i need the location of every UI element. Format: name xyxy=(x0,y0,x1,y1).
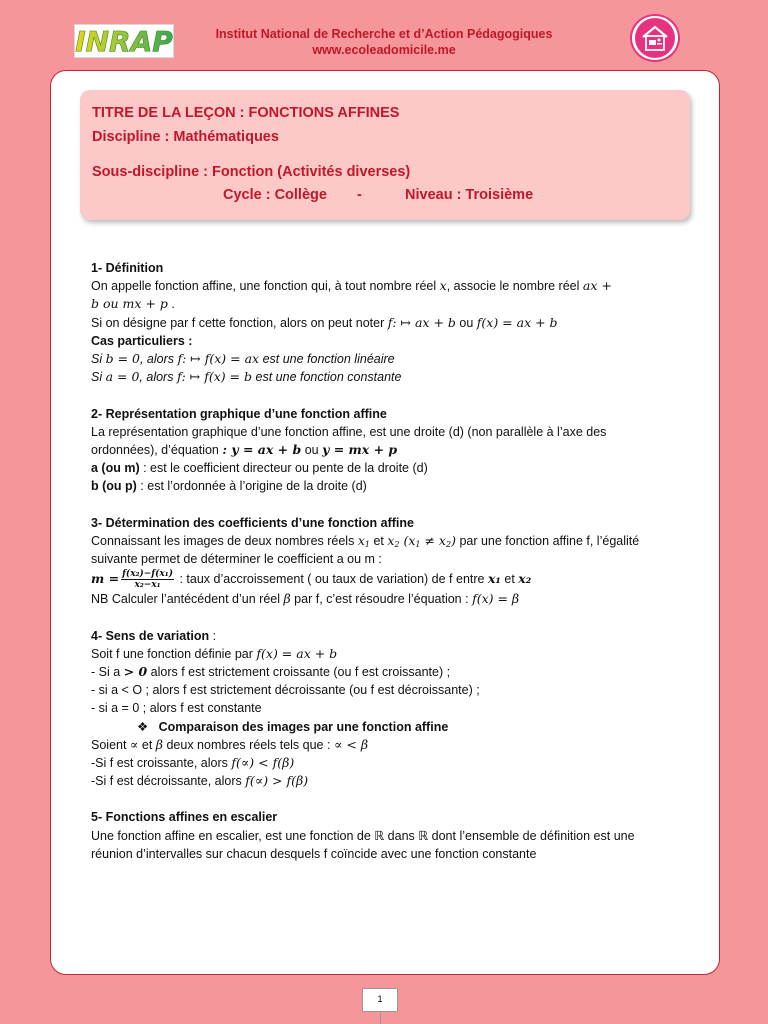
home-school-logo xyxy=(630,14,680,62)
variation-line-4: - si a = 0 ; alors f est constante xyxy=(91,701,262,716)
section-3-heading: 3- Détermination des coefficients d’une fonction affine xyxy=(91,515,414,530)
lesson-title-box xyxy=(80,90,690,220)
website-link[interactable]: www.ecoleadomicile.me xyxy=(312,43,456,57)
lesson-body xyxy=(91,259,691,863)
graph-line-4: b (ou p) : est l’ordonnée à l’origine de la droite (d) xyxy=(91,479,367,494)
definition-line-2: b ou mx + p . xyxy=(91,296,175,312)
separator-dash: - xyxy=(357,187,362,203)
diamond-bullet-icon: ❖ xyxy=(137,719,149,734)
niveau: Niveau : Troisième xyxy=(405,187,534,203)
coeff-line-1: Connaissant les images de deux nombres réels $x_1$ et $x_2$ $(x_1 \ne x_2)$ par une fonction affine f, l’égalité xyxy=(91,532,640,549)
subdiscipline: Sous-discipline : Fonction (Activités diverses) xyxy=(92,164,411,180)
step-line-2: réunion d’intervalles sur chacun desquels f coïncide avec une fonction constante xyxy=(91,846,537,861)
coeff-formula-line: m = $\frac{\text{f(x₂)−f(x₁)}}{\text{x₂−x₁}}$ : taux d’accroissement ( ou taux de variation) de f entre x₁ et x₂ xyxy=(91,569,532,591)
inrap-logo xyxy=(74,24,174,58)
definition-line-3: Si on désigne par f cette fonction, alors on peut noter f: ↦ ax + b ou f(x) = ax + b xyxy=(91,314,558,330)
step-line-1: Une fonction affine en escalier, est une fonction de ℝ dans ℝ dont l’ensemble de définition est une xyxy=(91,828,635,843)
variation-line-1: Soit f une fonction définie par f(x) = ax + b xyxy=(91,645,338,661)
graph-line-2: ordonnées), d’équation : y = ax + b ou y = mx + p xyxy=(91,441,398,457)
variation-line-2: - Si a > 0 alors f est strictement croissante (ou f est croissante) ; xyxy=(91,663,451,679)
special-case-constant: Si a = 0, alors f: ↦ f(x) = b est une fonction constante xyxy=(91,369,402,385)
cycle: Cycle : Collège xyxy=(223,187,327,203)
definition-line-1: On appelle fonction affine, une fonction qui, à tout nombre réel x, associe le nombre réel ax + xyxy=(91,278,612,294)
slope-fraction: $\frac{\text{f(x₂)−f(x₁)}}{\text{x₂−x₁}}$ xyxy=(122,569,173,591)
variation-line-3: - si a < O ; alors f est strictement décroissante (ou f est décroissante) ; xyxy=(91,683,480,698)
lesson-title: TITRE DE LA LEÇON : FONCTIONS AFFINES xyxy=(92,105,400,121)
house-icon xyxy=(635,18,675,58)
header xyxy=(190,26,578,58)
coeff-line-2: suivante permet de déterminer le coefficient a ou m : xyxy=(91,552,382,566)
graph-line-3: a (ou m) : est le coefficient directeur ou pente de la droite (d) xyxy=(91,461,428,476)
comparison-line-2: -Si f est croissante, alors f(∝) < f(β) xyxy=(91,754,295,770)
section-5-heading: 5- Fonctions affines en escalier xyxy=(91,810,278,825)
inrap-logo-text: INRAP xyxy=(75,24,173,58)
graph-line-1: La représentation graphique d’une fonction affine, est une droite (d) (non parallèle à l’axe des xyxy=(91,424,607,439)
comparison-line-3: -Si f est décroissante, alors f(∝) > f(β) xyxy=(91,773,309,789)
institute-name: Institut National de Recherche et d’Action Pédagogiques xyxy=(215,27,553,41)
section-4-heading: 4- Sens de variation : xyxy=(91,628,217,643)
antecedent-note: NB Calculer l’antécédent d’un réel β par f, c’est résoudre l’équation : f(x) = β xyxy=(91,591,520,607)
page-number: 1 xyxy=(362,988,398,1012)
special-case-linear: Si b = 0, alors f: ↦ f(x) = ax est une fonction linéaire xyxy=(91,350,395,366)
section-1-heading: 1- Définition xyxy=(91,261,164,275)
special-cases-heading: Cas particuliers : xyxy=(91,333,193,348)
comparison-subheading: ❖ Comparaison des images par une fonction affine xyxy=(137,719,449,734)
page-number-stem xyxy=(380,1012,381,1024)
section-2-heading: 2- Représentation graphique d’une fonction affine xyxy=(91,406,387,421)
discipline: Discipline : Mathématiques xyxy=(92,129,279,145)
comparison-line-1: Soient ∝ et β deux nombres réels tels que : ∝ < β xyxy=(91,736,369,752)
